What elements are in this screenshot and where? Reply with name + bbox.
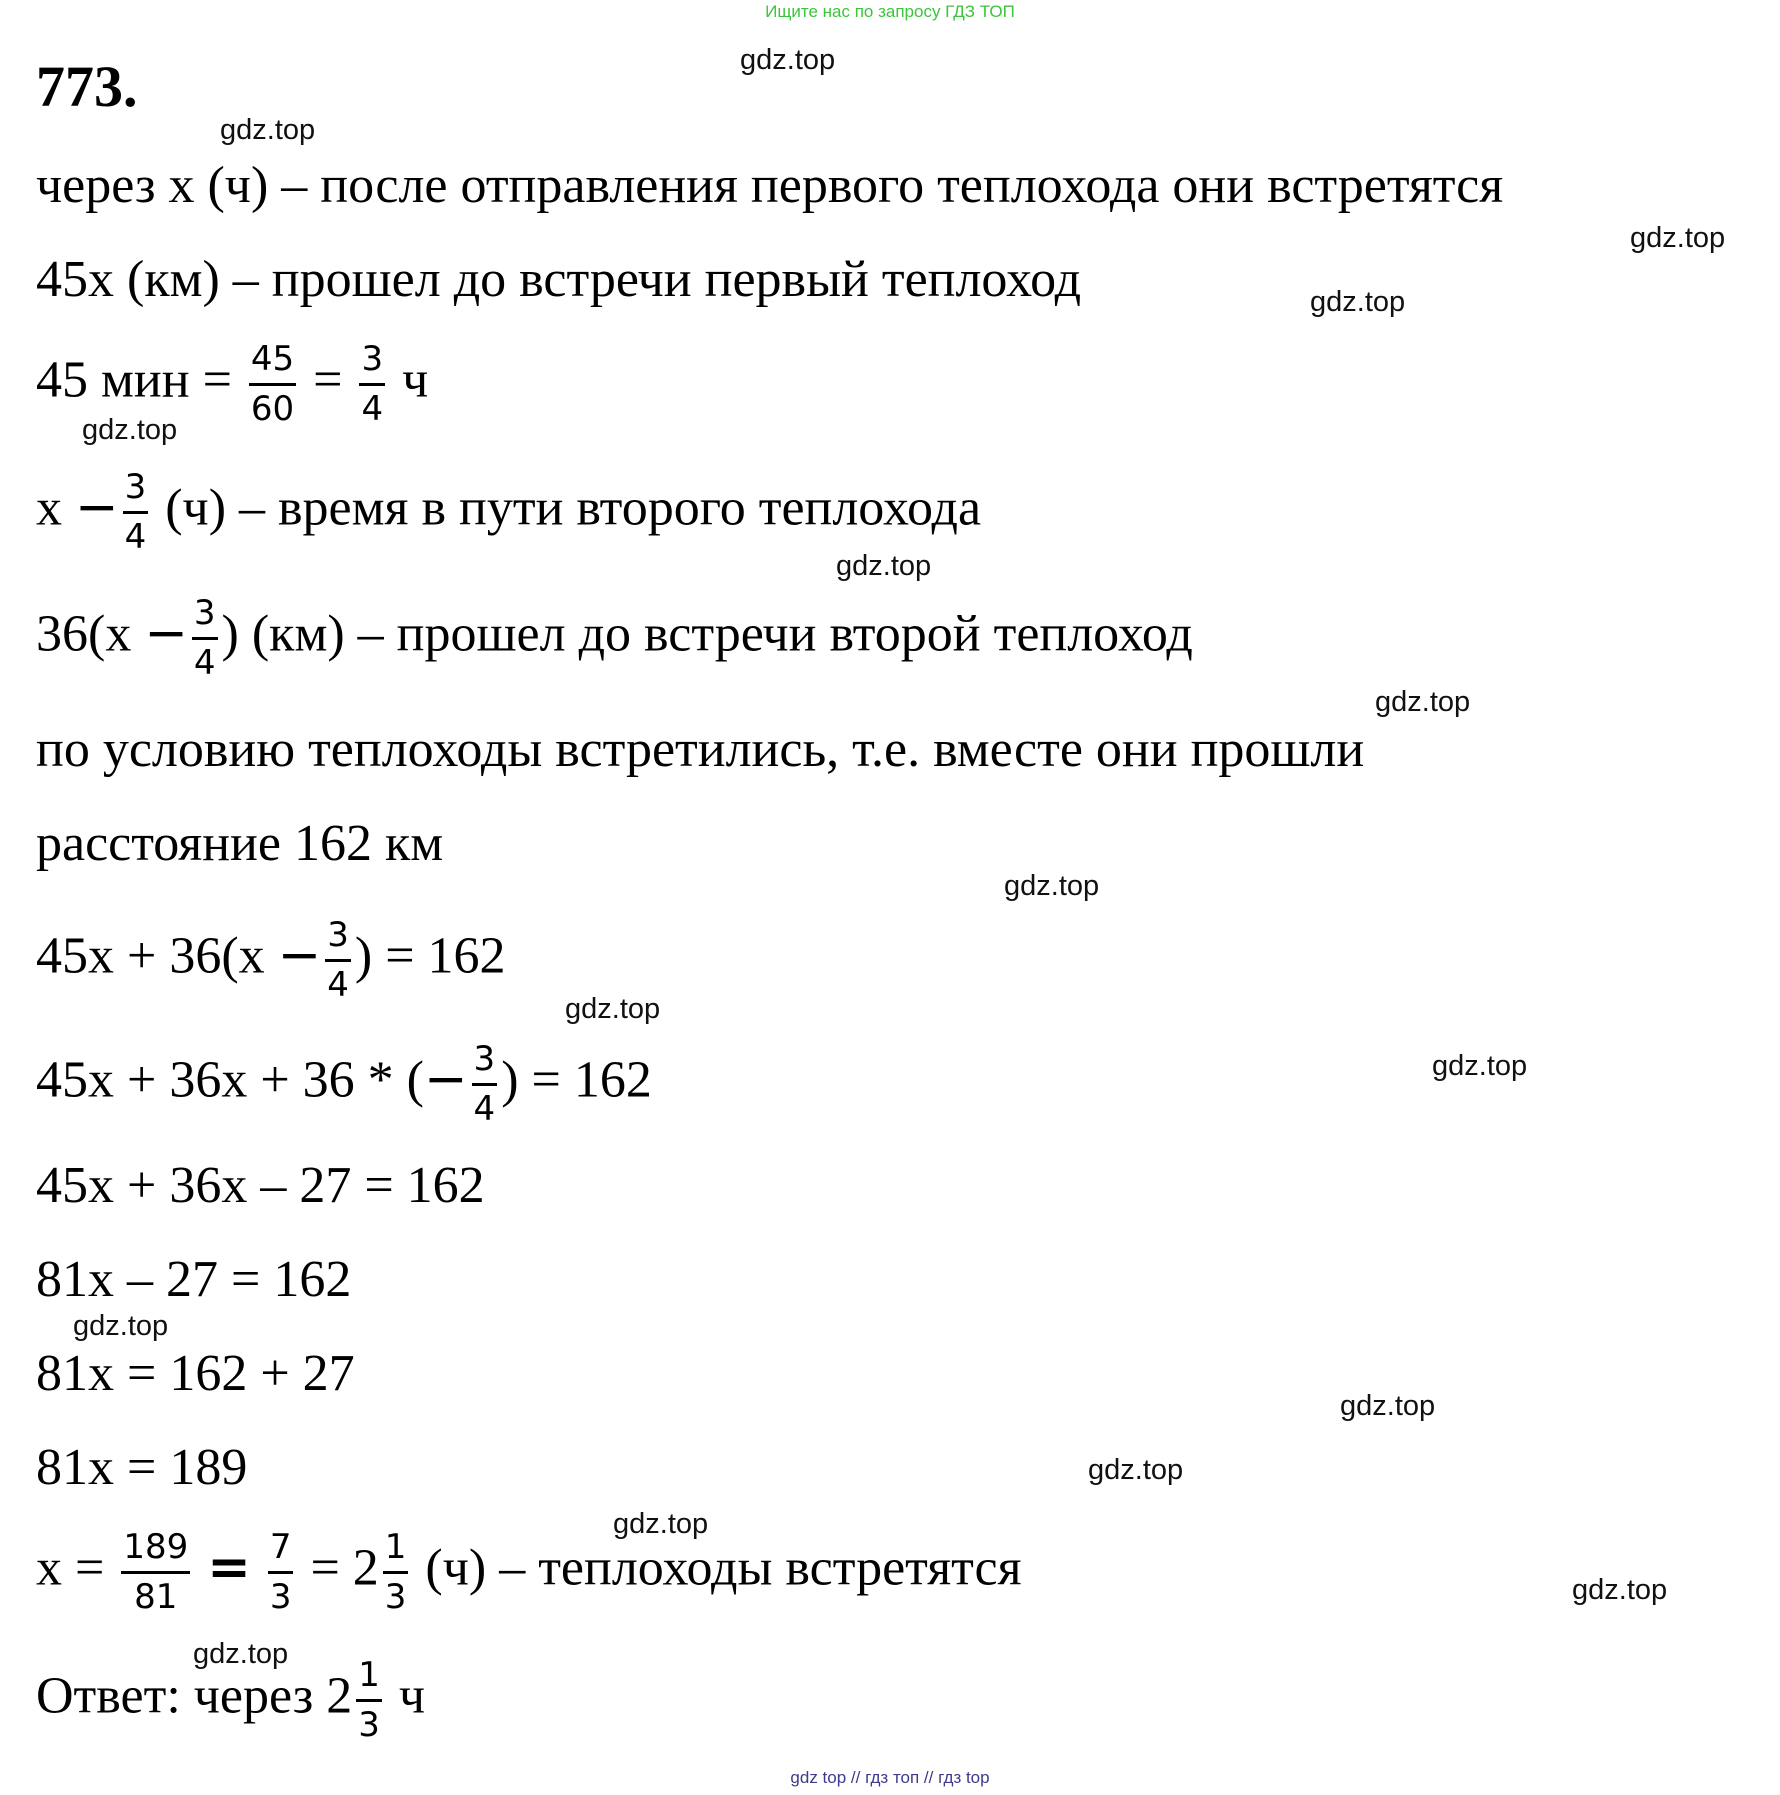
- fraction: $\frac{1}{3}$: [358, 1655, 380, 1746]
- fraction: $\frac{1}{3}$: [384, 1527, 407, 1618]
- watermark: gdz.top: [193, 1638, 289, 1670]
- solution-line-2: 45x (км) – прошел до встречи первый теплоход: [36, 251, 1082, 308]
- solution-line-4: x − $\frac{3}{4}$ (ч) – время в пути второго теплохода: [36, 467, 982, 558]
- fraction: $\frac{3}{4}$: [124, 467, 147, 558]
- fraction: $\frac{7}{3}$: [269, 1527, 292, 1618]
- solution-line-12: 81x = 162 + 27: [36, 1345, 355, 1402]
- solution-line-1: через x (ч) – после отправления первого теплохода они встретятся: [36, 157, 1504, 214]
- watermark: gdz.top: [565, 993, 661, 1025]
- solution-line-3: 45 мин = $\frac{45}{60}$ = $\frac{3}{4}$ ч: [36, 339, 429, 430]
- solution-line-8: 45x + 36(x − $\frac{3}{4}$ ) = 162: [36, 915, 506, 1006]
- watermark: gdz.top: [1088, 1454, 1184, 1486]
- watermark: gdz.top: [740, 44, 836, 76]
- fraction: $\frac{189}{81}$: [123, 1527, 189, 1618]
- solution-line-10: 45x + 36x – 27 = 162: [36, 1157, 485, 1214]
- watermark: gdz.top: [1004, 870, 1100, 902]
- fraction: $\frac{3}{4}$: [193, 593, 216, 684]
- solution-line-9: 45x + 36x + 36 * (− $\frac{3}{4}$ ) = 162: [36, 1039, 652, 1130]
- footer-watermark: gdz top // гдз топ // гдз top: [790, 1768, 990, 1787]
- watermark: gdz.top: [1375, 686, 1471, 718]
- solution-line-5: 36(x − $\frac{3}{4}$ ) (км) – прошел до встречи второй теплоход: [36, 593, 1193, 684]
- solution-line-13: 81x = 189: [36, 1439, 248, 1496]
- watermark: gdz.top: [82, 414, 178, 446]
- fraction: $\frac{3}{4}$: [473, 1039, 496, 1130]
- fraction: $\frac{3}{4}$: [361, 339, 384, 430]
- watermark: gdz.top: [1432, 1050, 1528, 1082]
- fraction: $\frac{45}{60}$: [250, 339, 295, 430]
- watermark: gdz.top: [1340, 1390, 1436, 1422]
- problem-number: 773.: [36, 54, 138, 119]
- watermark: gdz.top: [1310, 286, 1406, 318]
- watermark: gdz.top: [73, 1310, 169, 1342]
- solution-line-7: расстояние 162 км: [36, 815, 444, 872]
- watermark: gdz.top: [613, 1508, 709, 1540]
- top-banner: Ищите нас по запросу ГДЗ ТОП: [765, 2, 1015, 21]
- watermark: gdz.top: [220, 114, 316, 146]
- solution-line-14: x = $\frac{189}{81}$ = $\frac{7}{3}$ = 2 $\frac{1}{3}$ (ч) – теплоходы встретятся: [36, 1527, 1022, 1618]
- watermark: gdz.top: [1572, 1574, 1668, 1606]
- watermark: gdz.top: [1630, 222, 1726, 254]
- fraction: $\frac{3}{4}$: [327, 915, 349, 1006]
- solution-line-6: по условию теплоходы встретились, т.е. вместе они прошли: [36, 721, 1365, 778]
- watermark: gdz.top: [836, 550, 932, 582]
- answer-line: Ответ: через 2 $\frac{1}{3}$ ч: [36, 1655, 426, 1746]
- solution-line-11: 81x – 27 = 162: [36, 1251, 352, 1308]
